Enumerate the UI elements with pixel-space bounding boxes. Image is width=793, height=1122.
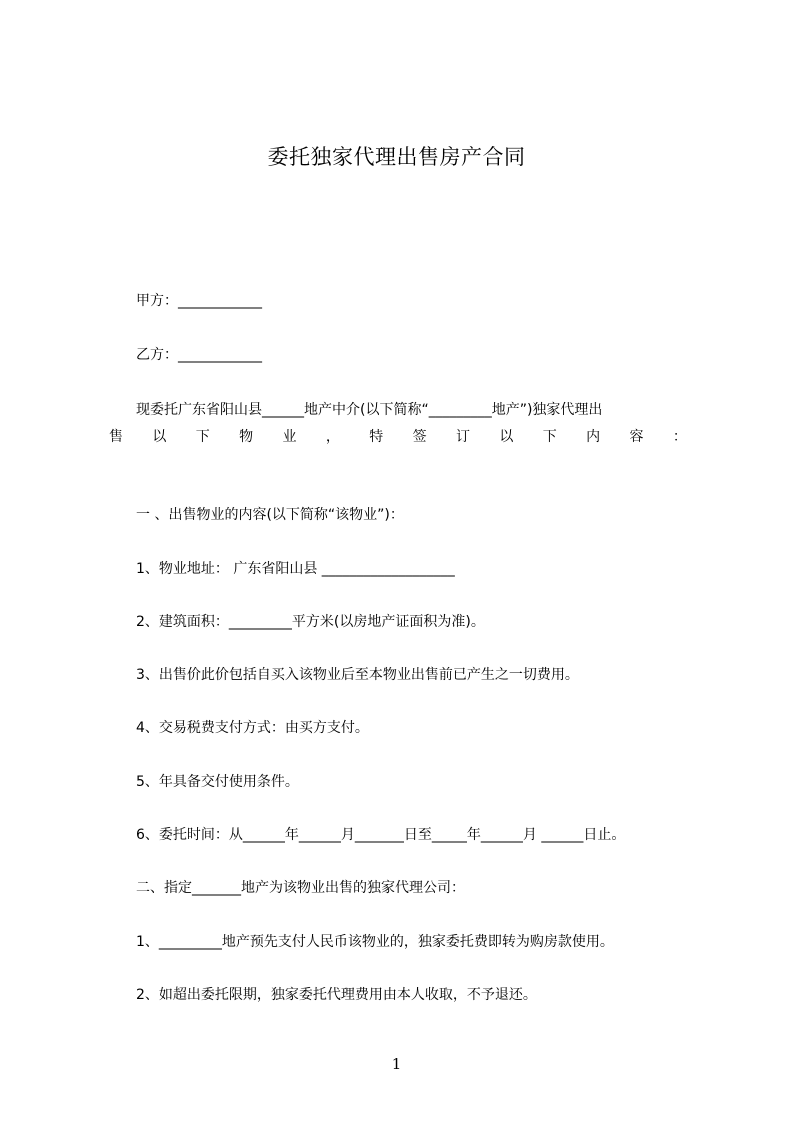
item-6-period: 6、委托时间：从______年______月_______日至_____年______月 ______日止。 — [136, 827, 626, 843]
intro-char: 物 — [239, 429, 254, 445]
page-number: 1 — [391, 1055, 402, 1073]
section-1-heading: 一 、出售物业的内容(以下简称“该物业”)： — [136, 507, 404, 523]
intro-char: 订 — [456, 429, 470, 445]
intro-char: 以 — [499, 429, 514, 445]
document-title: 委托独家代理出售房产合同 — [267, 145, 526, 169]
intro-char: ， — [325, 429, 340, 445]
intro-paragraph-line-1: 现委托广东省阳山县______地产中介(以下简称“_________地产”)独家代理出 — [136, 402, 603, 418]
intro-char: 售 — [109, 429, 123, 445]
item-2-1-deposit: 1、_________地产预先支付人民币该物业的，独家委托费即转为购房款使用。 — [136, 934, 614, 950]
party-b-line: 乙方：____________ — [136, 347, 262, 363]
intro-char: 业 — [282, 429, 297, 445]
section-2-heading: 二、指定_______地产为该物业出售的独家代理公司： — [136, 880, 465, 896]
item-5-delivery: 5、年具备交付使用条件。 — [136, 774, 299, 790]
intro-char: 签 — [412, 429, 427, 445]
intro-char: 下 — [542, 429, 557, 445]
intro-char: 容 — [629, 429, 644, 445]
item-2-2-overdue: 2、如超出委托限期，独家委托代理费用由本人收取，不予退还。 — [136, 987, 537, 1003]
intro-char: 下 — [195, 429, 210, 445]
intro-char: 以 — [152, 429, 167, 445]
item-3-price: 3、出售价此价包括自买入该物业后至本物业出售前已产生之一切费用。 — [136, 667, 579, 683]
item-2-area: 2、建筑面积：_________平方米(以房地产证面积为准)。 — [136, 614, 485, 630]
item-4-tax: 4、交易税费支付方式：由买方支付。 — [136, 720, 369, 736]
intro-char: 特 — [369, 429, 384, 445]
intro-char: ： — [672, 429, 687, 445]
item-1-address: 1、物业地址： 广东省阳山县 ___________________ — [136, 561, 455, 577]
intro-char: 内 — [586, 429, 601, 445]
intro-paragraph-line-2 — [109, 427, 687, 447]
party-a-line: 甲方：____________ — [136, 293, 262, 309]
